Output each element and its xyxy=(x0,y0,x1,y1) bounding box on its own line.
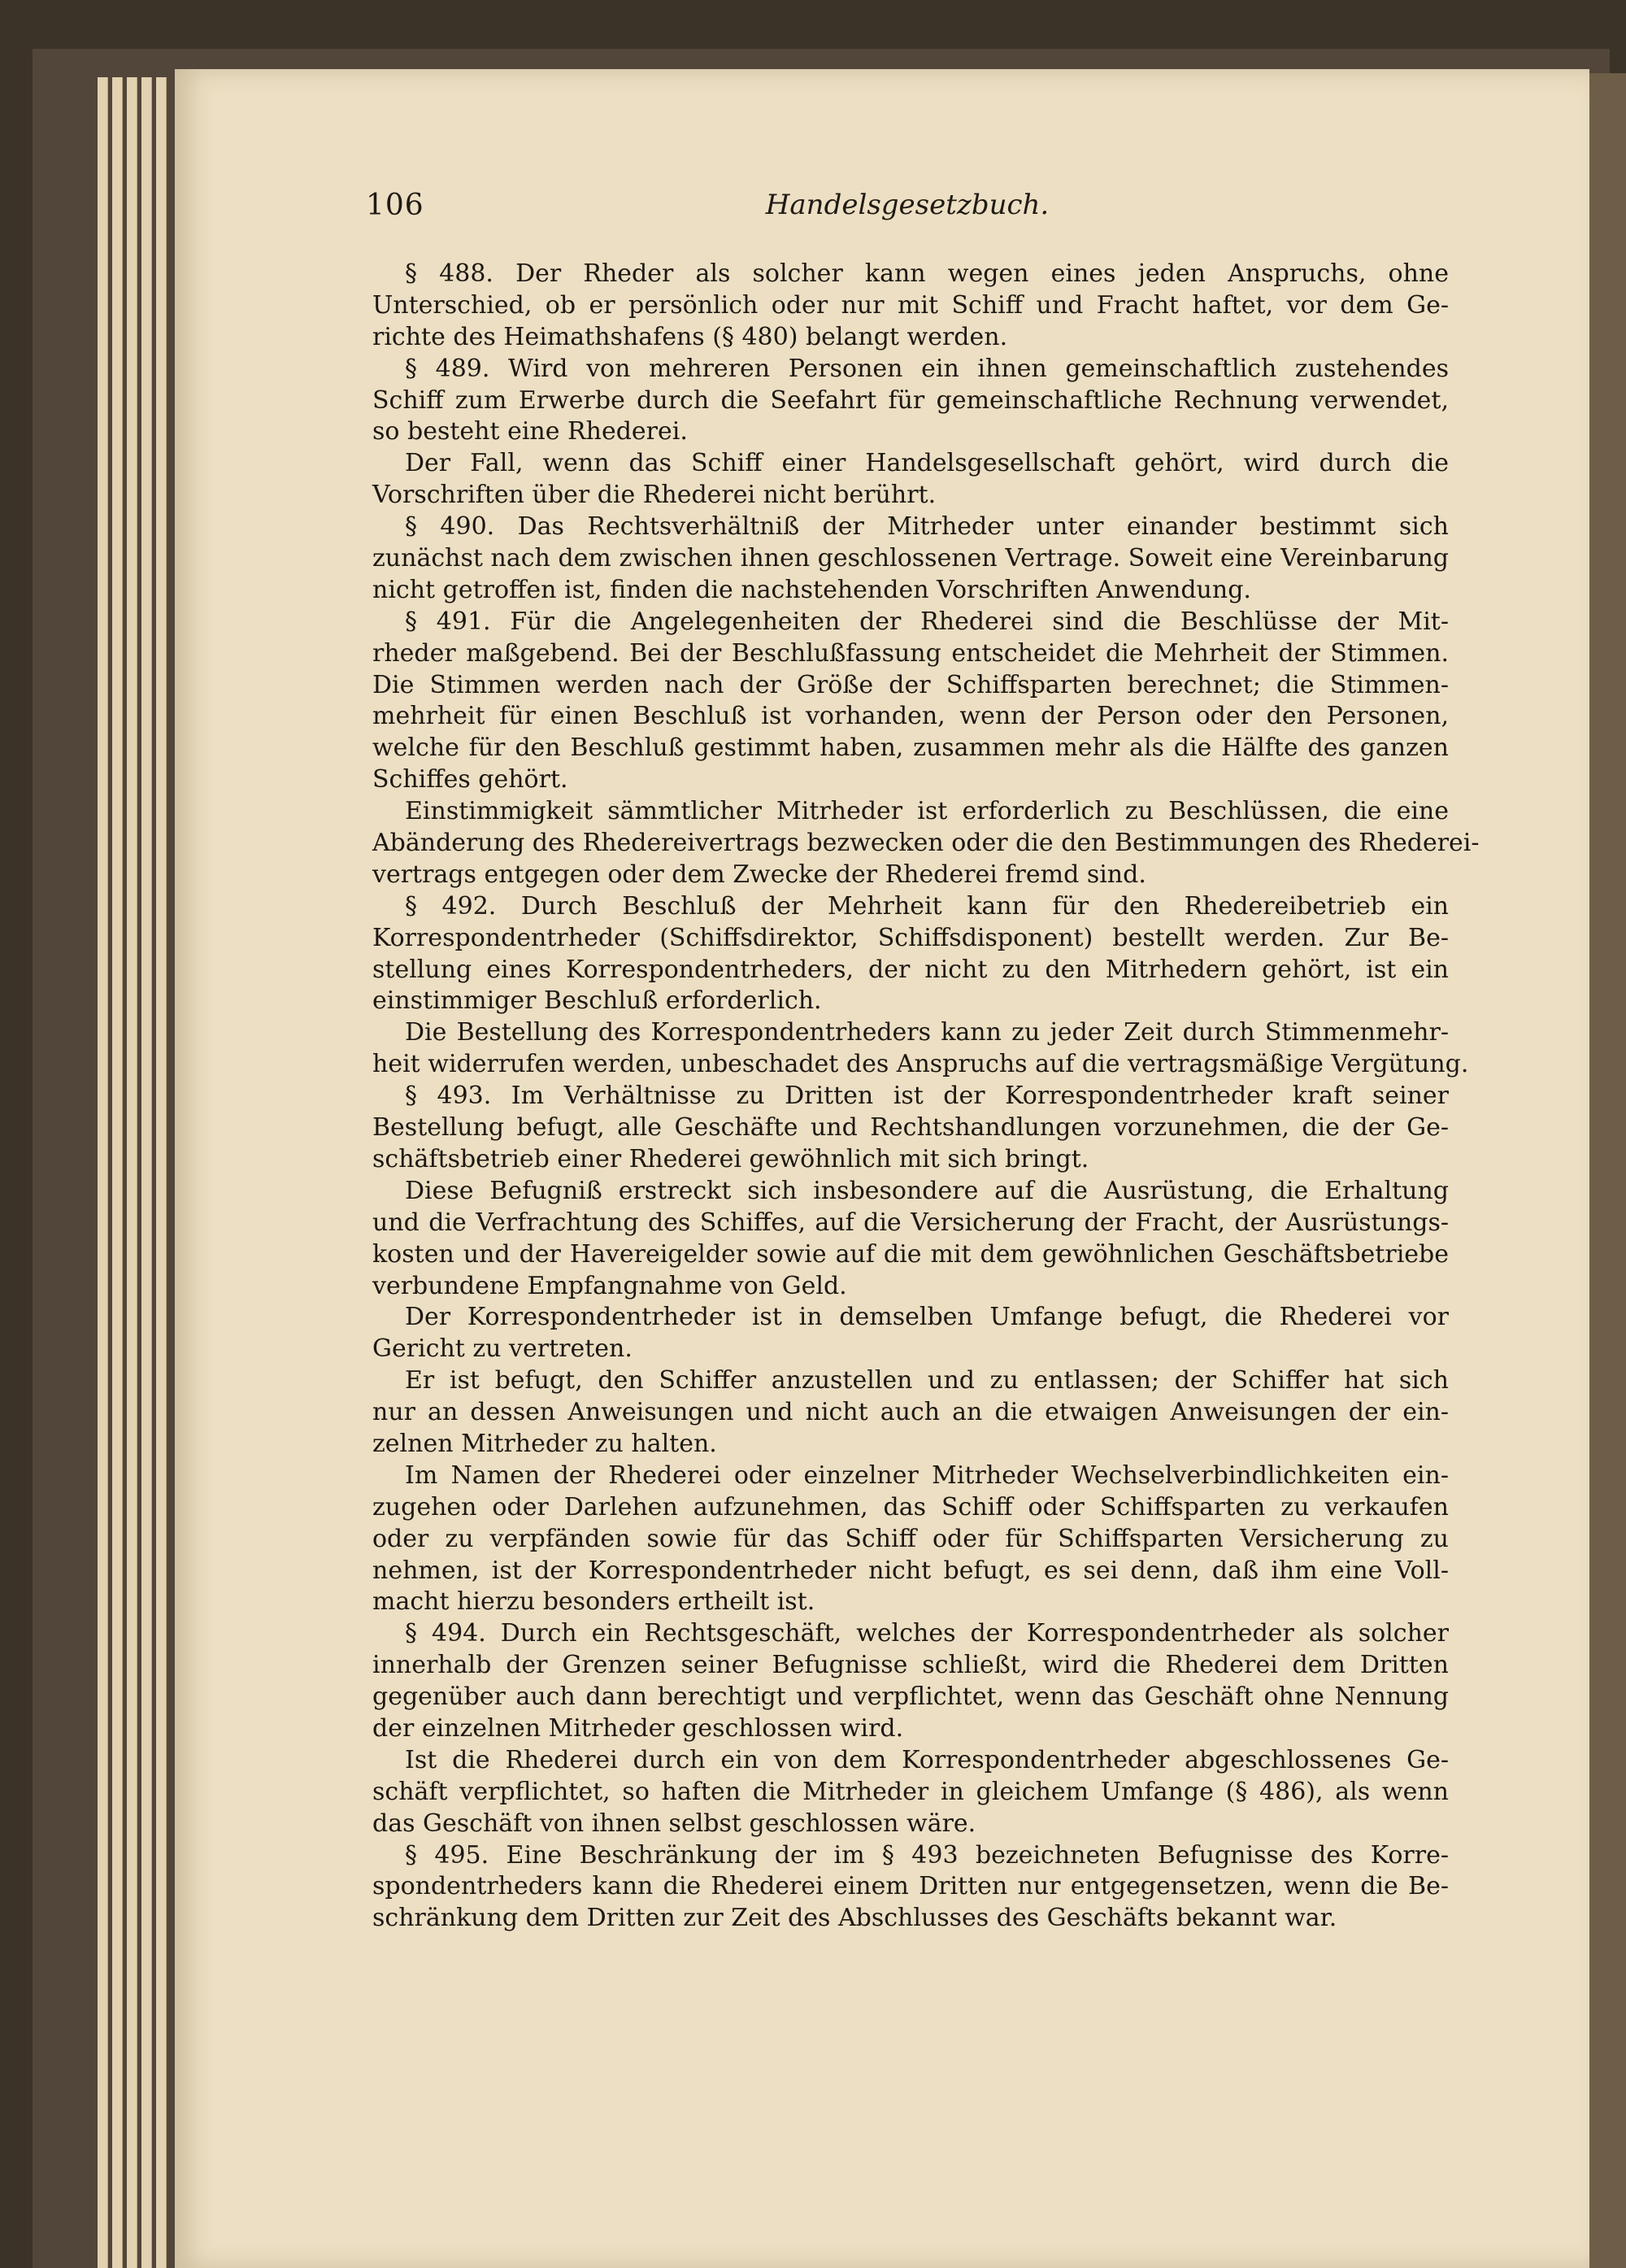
text-line: verbundene Empfangnahme von Geld. xyxy=(372,1271,847,1300)
text-line: und die Verfrachtung des Schiffes, auf die Versicherung der Fracht, der Ausrüstungs- xyxy=(372,1208,1449,1237)
text-line: § 492. Durch Beschluß der Mehrheit kann für den Rhedereibetrieb ein xyxy=(405,891,1449,921)
text-line: § 488. Der Rheder als solcher kann wegen eines jeden Anspruchs, ohne xyxy=(405,259,1449,288)
text-line: einstimmiger Beschluß erforderlich. xyxy=(372,986,822,1016)
text-line: Vorschriften über die Rhederei nicht berührt. xyxy=(372,481,937,510)
text-line: Einstimmigkeit sämmtlicher Mitrheder ist erforderlich zu Beschlüssen, die eine xyxy=(405,797,1449,826)
text-line: schäft verpflichtet, so haften die Mitrheder in gleichem Umfange (§ 486), als wenn xyxy=(372,1777,1449,1806)
text-line: gegenüber auch dann berechtigt und verpflichtet, wenn das Geschäft ohne Nennung xyxy=(372,1682,1449,1712)
text-line: heit widerrufen werden, unbeschadet des Anspruchs auf die vertragsmäßige Vergütung. xyxy=(372,1050,1469,1079)
text-line: rheder maßgebend. Bei der Beschlußfassung entscheidet die Mehrheit der Stimmen. xyxy=(372,638,1449,668)
text-line: § 489. Wird von mehreren Personen ein ihnen gemeinschaftlich zustehendes xyxy=(405,354,1449,383)
page-number: 106 xyxy=(366,189,424,222)
text-line: Diese Befugniß erstreckt sich insbesondere auf die Ausrüstung, die Erhaltung xyxy=(405,1176,1449,1205)
text-line: innerhalb der Grenzen seiner Befugnisse schließt, wird die Rhederei dem Dritten xyxy=(372,1651,1449,1680)
text-line: zugehen oder Darlehen aufzunehmen, das Schiff oder Schiffsparten zu verkaufen xyxy=(372,1492,1449,1521)
text-line: stellung eines Korrespondentrheders, der nicht zu den Mitrhedern gehört, ist ein xyxy=(372,955,1449,984)
text-line: Er ist befugt, den Schiffer anzustellen und zu entlassen; der Schiffer hat sich xyxy=(405,1366,1449,1395)
facing-page-edge xyxy=(1589,73,1626,2268)
text-line: Korrespondentrheder (Schiffsdirektor, Schiffsdisponent) bestellt werden. Zur Be- xyxy=(372,923,1449,952)
text-line: so besteht eine Rhederei. xyxy=(372,417,688,446)
text-line: nehmen, ist der Korrespondentrheder nicht befugt, es sei denn, daß ihm eine Voll- xyxy=(372,1556,1449,1585)
text-line: § 493. Im Verhältnisse zu Dritten ist der Korrespondentrheder kraft seiner xyxy=(405,1082,1449,1111)
text-line: Gericht zu vertreten. xyxy=(372,1334,633,1364)
text-line: das Geschäft von ihnen selbst geschlossen wäre. xyxy=(372,1809,976,1838)
text-line: nicht getroffen ist, finden die nachstehenden Vorschriften Anwendung. xyxy=(372,575,1251,604)
text-line: Abänderung des Rhedereivertrags bezwecken oder die den Bestimmungen des Rhederei- xyxy=(372,829,1480,858)
text-line: Die Bestellung des Korrespondentrheders kann zu jeder Zeit durch Stimmenmehr- xyxy=(405,1018,1449,1047)
text-line: kosten und der Havereigelder sowie auf die mit dem gewöhnlichen Geschäftsbetriebe xyxy=(372,1239,1449,1269)
text-line: § 495. Eine Beschränkung der im § 493 bezeichneten Befugnisse des Korre- xyxy=(405,1840,1449,1870)
text-line: vertrags entgegen oder dem Zwecke der Rhederei fremd sind. xyxy=(372,860,1146,889)
text-line: § 491. Für die Angelegenheiten der Rhederei sind die Beschlüsse der Mit- xyxy=(405,607,1449,636)
page-header xyxy=(366,189,1449,229)
text-line: schränkung dem Dritten zur Zeit des Abschlusses des Geschäfts bekannt war. xyxy=(372,1904,1337,1933)
running-title: Handelsgesetzbuch. xyxy=(765,189,1050,221)
text-line: zelnen Mitrheder zu halten. xyxy=(372,1429,717,1458)
text-line: welche für den Beschluß gestimmt haben, zusammen mehr als die Hälfte des ganzen xyxy=(372,734,1449,763)
page-stack-edge xyxy=(98,77,108,2268)
body-text xyxy=(372,259,1480,1935)
text-line: Ist die Rhederei durch ein von dem Korrespondentrheder abgeschlossenes Ge- xyxy=(405,1745,1449,1774)
text-line: Die Stimmen werden nach der Größe der Schiffsparten berechnet; die Stimmen- xyxy=(372,670,1449,699)
text-line: macht hierzu besonders ertheilt ist. xyxy=(372,1587,815,1617)
text-line: Schiff zum Erwerbe durch die Seefahrt für gemeinschaftliche Rechnung verwendet, xyxy=(372,385,1449,415)
text-line: Bestellung befugt, alle Geschäfte und Rechtshandlungen vorzunehmen, die der Ge- xyxy=(372,1113,1449,1143)
page-stack-edge xyxy=(141,77,152,2268)
text-line: der einzelnen Mitrheder geschlossen wird. xyxy=(372,1713,904,1743)
text-line: oder zu verpfänden sowie für das Schiff oder für Schiffsparten Versicherung zu xyxy=(372,1524,1449,1553)
page-stack-edge xyxy=(156,77,167,2268)
text-line: nur an dessen Anweisungen und nicht auch an die etwaigen Anweisungen der ein- xyxy=(372,1398,1449,1427)
text-line: § 494. Durch ein Rechtsgeschäft, welches der Korrespondentrheder als solcher xyxy=(405,1619,1449,1648)
text-line: Der Korrespondentrheder ist in demselben Umfange befugt, die Rhederei vor xyxy=(405,1303,1449,1332)
text-line: zunächst nach dem zwischen ihnen geschlossenen Vertrage. Soweit eine Vereinbarung xyxy=(372,544,1449,573)
text-line: Unterschied, ob er persönlich oder nur mit Schiff und Fracht haftet, vor dem Ge- xyxy=(372,290,1449,320)
text-line: Im Namen der Rhederei oder einzelner Mitrheder Wechselverbindlichkeiten ein- xyxy=(405,1460,1449,1490)
text-line: richte des Heimathshafens (§ 480) belangt werden. xyxy=(372,322,1008,351)
text-line: spondentrheders kann die Rhederei einem Dritten nur entgegensetzen, wenn die Be- xyxy=(372,1872,1449,1901)
text-line: § 490. Das Rechtsverhältniß der Mitrheder unter einander bestimmt sich xyxy=(405,512,1449,542)
text-line: Schiffes gehört. xyxy=(372,765,568,794)
text-line: Der Fall, wenn das Schiff einer Handelsgesellschaft gehört, wird durch die xyxy=(405,449,1449,478)
page-stack-edge xyxy=(127,77,137,2268)
text-line: mehrheit für einen Beschluß ist vorhanden, wenn der Person oder den Personen, xyxy=(372,702,1449,731)
page-stack-edge xyxy=(112,77,123,2268)
text-line: schäftsbetrieb einer Rhederei gewöhnlich mit sich bringt. xyxy=(372,1144,1089,1173)
